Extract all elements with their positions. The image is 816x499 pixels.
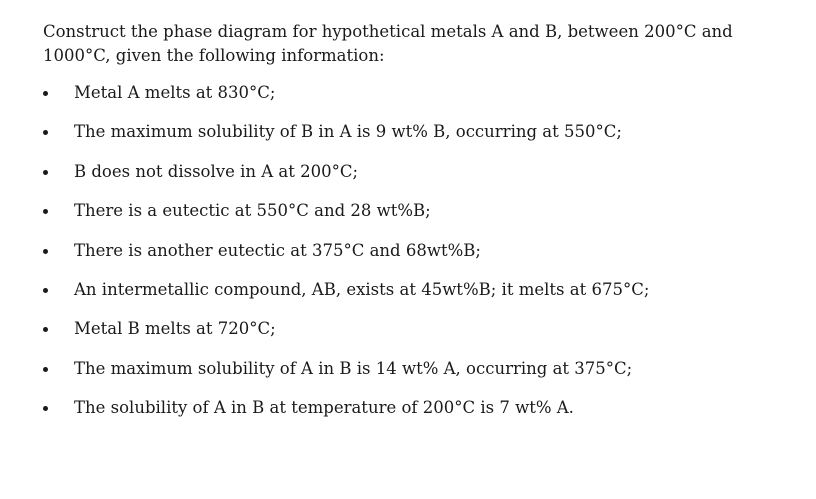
intro-paragraph — [43, 20, 788, 68]
info-list — [43, 81, 788, 436]
intro-line-1: Construct the phase diagram for hypothetical metals A and B, between 200°C and — [43, 22, 733, 41]
bullet-icon — [43, 327, 48, 332]
intro-line-2: 1000°C, given the following information: — [43, 46, 385, 65]
document-body — [43, 20, 788, 436]
list-item-text: The solubility of A in B at temperature of 200°C is 7 wt% A. — [74, 398, 574, 418]
list-item — [43, 120, 788, 159]
list-item-text: There is a eutectic at 550°C and 28 wt%B; — [74, 201, 431, 221]
bullet-icon — [43, 170, 48, 175]
list-item — [43, 199, 788, 238]
bullet-icon — [43, 209, 48, 214]
bullet-icon — [43, 130, 48, 135]
list-item-text: The maximum solubility of B in A is 9 wt% B, occurring at 550°C; — [74, 122, 622, 142]
list-item-text: Metal A melts at 830°C; — [74, 83, 276, 102]
list-item — [43, 160, 788, 199]
bullet-icon — [43, 367, 48, 372]
list-item — [43, 81, 788, 120]
bullet-icon — [43, 91, 48, 96]
list-item-text: The maximum solubility of A in B is 14 wt% A, occurring at 375°C; — [74, 358, 633, 378]
list-item — [43, 317, 788, 356]
list-item — [43, 278, 788, 317]
list-item-text: An intermetallic compound, AB, exists at 45wt%B; it melts at 675°C; — [74, 279, 650, 299]
list-item-text: B does not dissolve in A at 200°C; — [74, 161, 359, 181]
list-item — [43, 239, 788, 278]
list-item — [43, 357, 788, 396]
list-item — [43, 396, 788, 435]
bullet-icon — [43, 406, 48, 411]
list-item-text: Metal B melts at 720°C; — [74, 319, 276, 339]
bullet-icon — [43, 288, 48, 293]
bullet-icon — [43, 249, 48, 254]
list-item-text: There is another eutectic at 375°C and 68wt%B; — [74, 240, 481, 260]
